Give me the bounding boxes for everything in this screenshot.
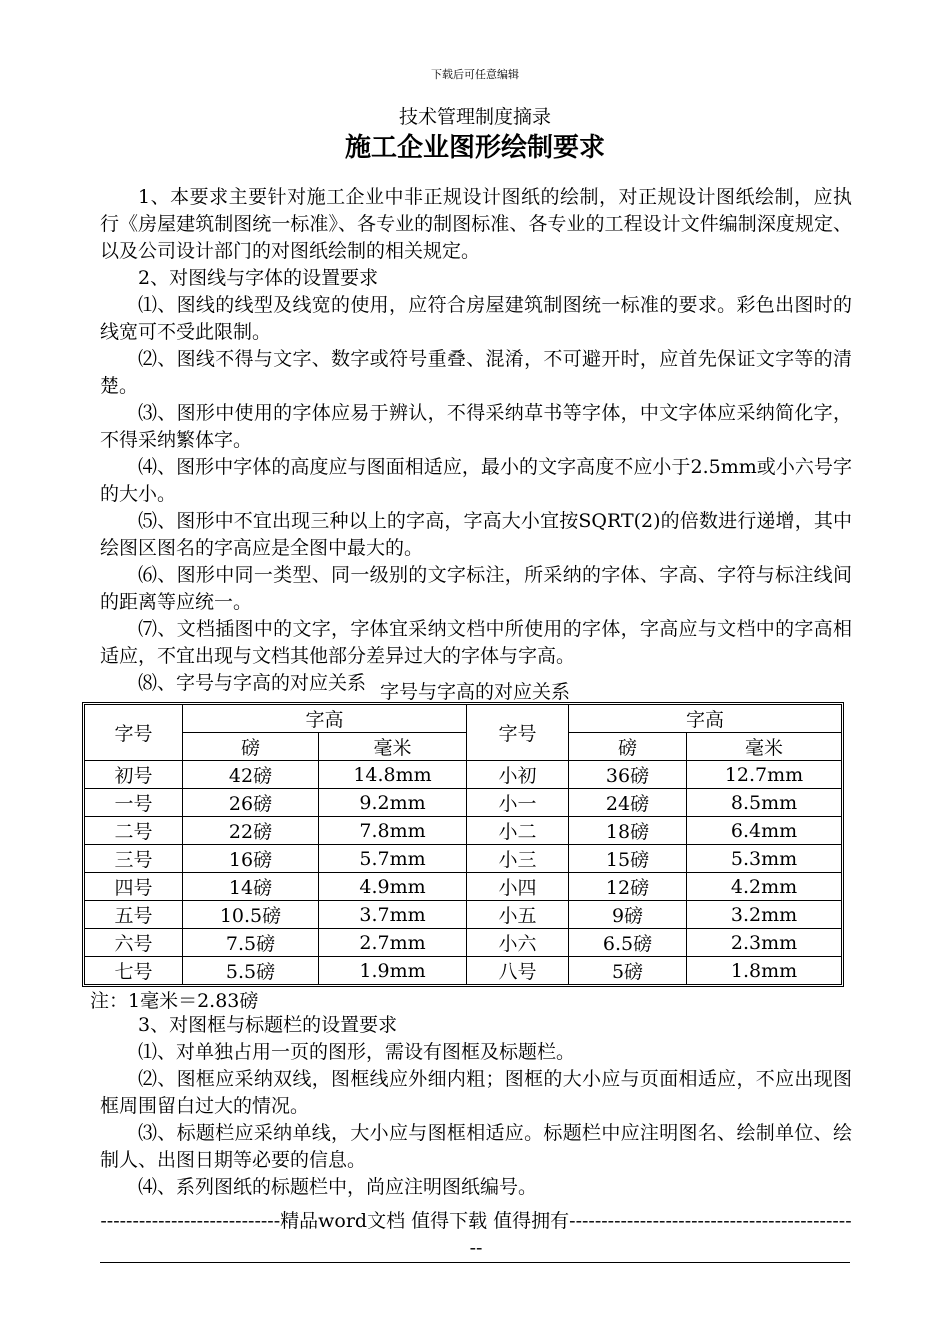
- paragraph: ⑷、图形中字体的高度应与图面相适应，最小的文字高度不应小于2.5mm或小六号字的大小。: [100, 456, 852, 505]
- table-cell: 36磅: [569, 761, 687, 789]
- table-cell: 16磅: [183, 845, 319, 873]
- document-subtitle: 技术管理制度摘录: [398, 106, 551, 128]
- header-cell: 磅: [183, 733, 319, 761]
- header-cell: 字高: [569, 705, 842, 733]
- table-cell: 12.7mm: [687, 761, 842, 789]
- table-caption: 字号与字高的对应关系: [379, 681, 570, 703]
- table-cell: 4.2mm: [687, 873, 842, 901]
- table-cell: 2.3mm: [687, 929, 842, 957]
- table-cell: 初号: [85, 761, 183, 789]
- table-row: [85, 873, 842, 901]
- body-section-2: [100, 1012, 852, 1201]
- table-cell: 5.3mm: [687, 845, 842, 873]
- table-cell: 5.7mm: [319, 845, 467, 873]
- paragraph: ⑵、图线不得与文字、数字或符号重叠、混淆，不可避开时，应首先保证文字等的清楚。: [100, 348, 852, 397]
- table-cell: 五号: [85, 901, 183, 929]
- table-cell: 8.5mm: [687, 789, 842, 817]
- table-cell: 14磅: [183, 873, 319, 901]
- footer-promo: ----------------------------精品word文档 值得下载 值得拥有----------------------------------------------: [100, 1210, 852, 1259]
- paragraph: 3、对图框与标题栏的设置要求: [138, 1014, 398, 1036]
- header-cell: 字号: [467, 705, 569, 761]
- table-cell: 7.5磅: [183, 929, 319, 957]
- table-cell: 12磅: [569, 873, 687, 901]
- table-row: [85, 901, 842, 929]
- table-cell: 9.2mm: [319, 789, 467, 817]
- table-cell: 6.5磅: [569, 929, 687, 957]
- table-cell: 7.8mm: [319, 817, 467, 845]
- table-cell: 18磅: [569, 817, 687, 845]
- table-cell: 10.5磅: [183, 901, 319, 929]
- table-cell: 3.7mm: [319, 901, 467, 929]
- table-cell: 15磅: [569, 845, 687, 873]
- paragraph: 1、本要求主要针对施工企业中非正规设计图纸的绘制，对正规设计图纸绘制，应执行《房屋建筑制图统一标准》、各专业的制图标准、各专业的工程设计文件编制深度规定、以及公司设计部门的对图纸绘制的相关规定。: [100, 186, 852, 262]
- paragraph: ⑺、文档插图中的文字，字体宜采纳文档中所使用的字体，字高应与文档中的字高相适应，不宜出现与文档其他部分差异过大的字体与字高。: [100, 618, 852, 667]
- document-title: 施工企业图形绘制要求: [344, 133, 605, 163]
- paragraph: ⑹、图形中同一类型、同一级别的文字标注，所采纳的字体、字高、字符与标注线间的距离等应统一。: [100, 564, 852, 613]
- table-row: [85, 957, 842, 985]
- table-cell: 一号: [85, 789, 183, 817]
- font-size-table: [82, 702, 844, 987]
- paragraph: ⑶、标题栏应采纳单线，大小应与图框相适应。标题栏中应注明图名、绘制单位、绘制人、出图日期等必要的信息。: [100, 1122, 852, 1171]
- paragraph: ⑴、图线的线型及线宽的使用，应符合房屋建筑制图统一标准的要求。彩色出图时的线宽可不受此限制。: [100, 294, 852, 343]
- header-cell: 字高: [183, 705, 467, 733]
- table-cell: 三号: [85, 845, 183, 873]
- table-row: [85, 929, 842, 957]
- table-cell: 1.8mm: [687, 957, 842, 985]
- table-cell: 14.8mm: [319, 761, 467, 789]
- paragraph: ⑵、图框应采纳双线，图框线应外细内粗；图框的大小应与页面相适应，不应出现图框周围留白过大的情况。: [100, 1068, 852, 1117]
- paragraph: 2、对图线与字体的设置要求: [138, 267, 379, 289]
- table-cell: 24磅: [569, 789, 687, 817]
- table-header-row: [85, 705, 842, 733]
- header-cell: 字号: [85, 705, 183, 761]
- table-row: [85, 789, 842, 817]
- paragraph: ⑻、字号与字高的对应关系: [138, 672, 367, 694]
- table-cell: 八号: [467, 957, 569, 985]
- paragraph: ⑷、系列图纸的标题栏中，尚应注明图纸编号。: [138, 1176, 538, 1198]
- table-cell: 二号: [85, 817, 183, 845]
- table-cell: 3.2mm: [687, 901, 842, 929]
- footer-divider: [100, 1262, 850, 1263]
- table-footnote: 注：1毫米＝2.83磅: [90, 990, 259, 1012]
- top-note: 下载后可任意编辑: [431, 68, 519, 81]
- table-cell: 26磅: [183, 789, 319, 817]
- table-cell: 六号: [85, 929, 183, 957]
- table-cell: 小三: [467, 845, 569, 873]
- table-cell: 四号: [85, 873, 183, 901]
- table-cell: 七号: [85, 957, 183, 985]
- table-cell: 22磅: [183, 817, 319, 845]
- table-row: [85, 761, 842, 789]
- table-subheader-row: [85, 733, 842, 761]
- table-cell: 小四: [467, 873, 569, 901]
- table-cell: 9磅: [569, 901, 687, 929]
- table-cell: 6.4mm: [687, 817, 842, 845]
- paragraph: ⑸、图形中不宜出现三种以上的字高，字高大小宜按SQRT(2)的倍数进行递增，其中绘图区图名的字高应是全图中最大的。: [100, 510, 852, 559]
- header-cell: 毫米: [319, 733, 467, 761]
- table-cell: 小六: [467, 929, 569, 957]
- table-cell: 小五: [467, 901, 569, 929]
- header-cell: 磅: [569, 733, 687, 761]
- table-cell: 42磅: [183, 761, 319, 789]
- paragraph: ⑴、对单独占用一页的图形，需设有图框及标题栏。: [138, 1041, 576, 1063]
- table-cell: 5磅: [569, 957, 687, 985]
- table-cell: 小一: [467, 789, 569, 817]
- table-cell: 2.7mm: [319, 929, 467, 957]
- table-cell: 小初: [467, 761, 569, 789]
- table-cell: 小二: [467, 817, 569, 845]
- table-row: [85, 845, 842, 873]
- table-cell: 1.9mm: [319, 957, 467, 985]
- table-row: [85, 817, 842, 845]
- paragraph: ⑶、图形中使用的字体应易于辨认，不得采纳草书等字体，中文字体应采纳简化字，不得采纳繁体字。: [100, 402, 852, 451]
- table-cell: 4.9mm: [319, 873, 467, 901]
- table-cell: 5.5磅: [183, 957, 319, 985]
- header-cell: 毫米: [687, 733, 842, 761]
- body-section-1: [100, 184, 852, 697]
